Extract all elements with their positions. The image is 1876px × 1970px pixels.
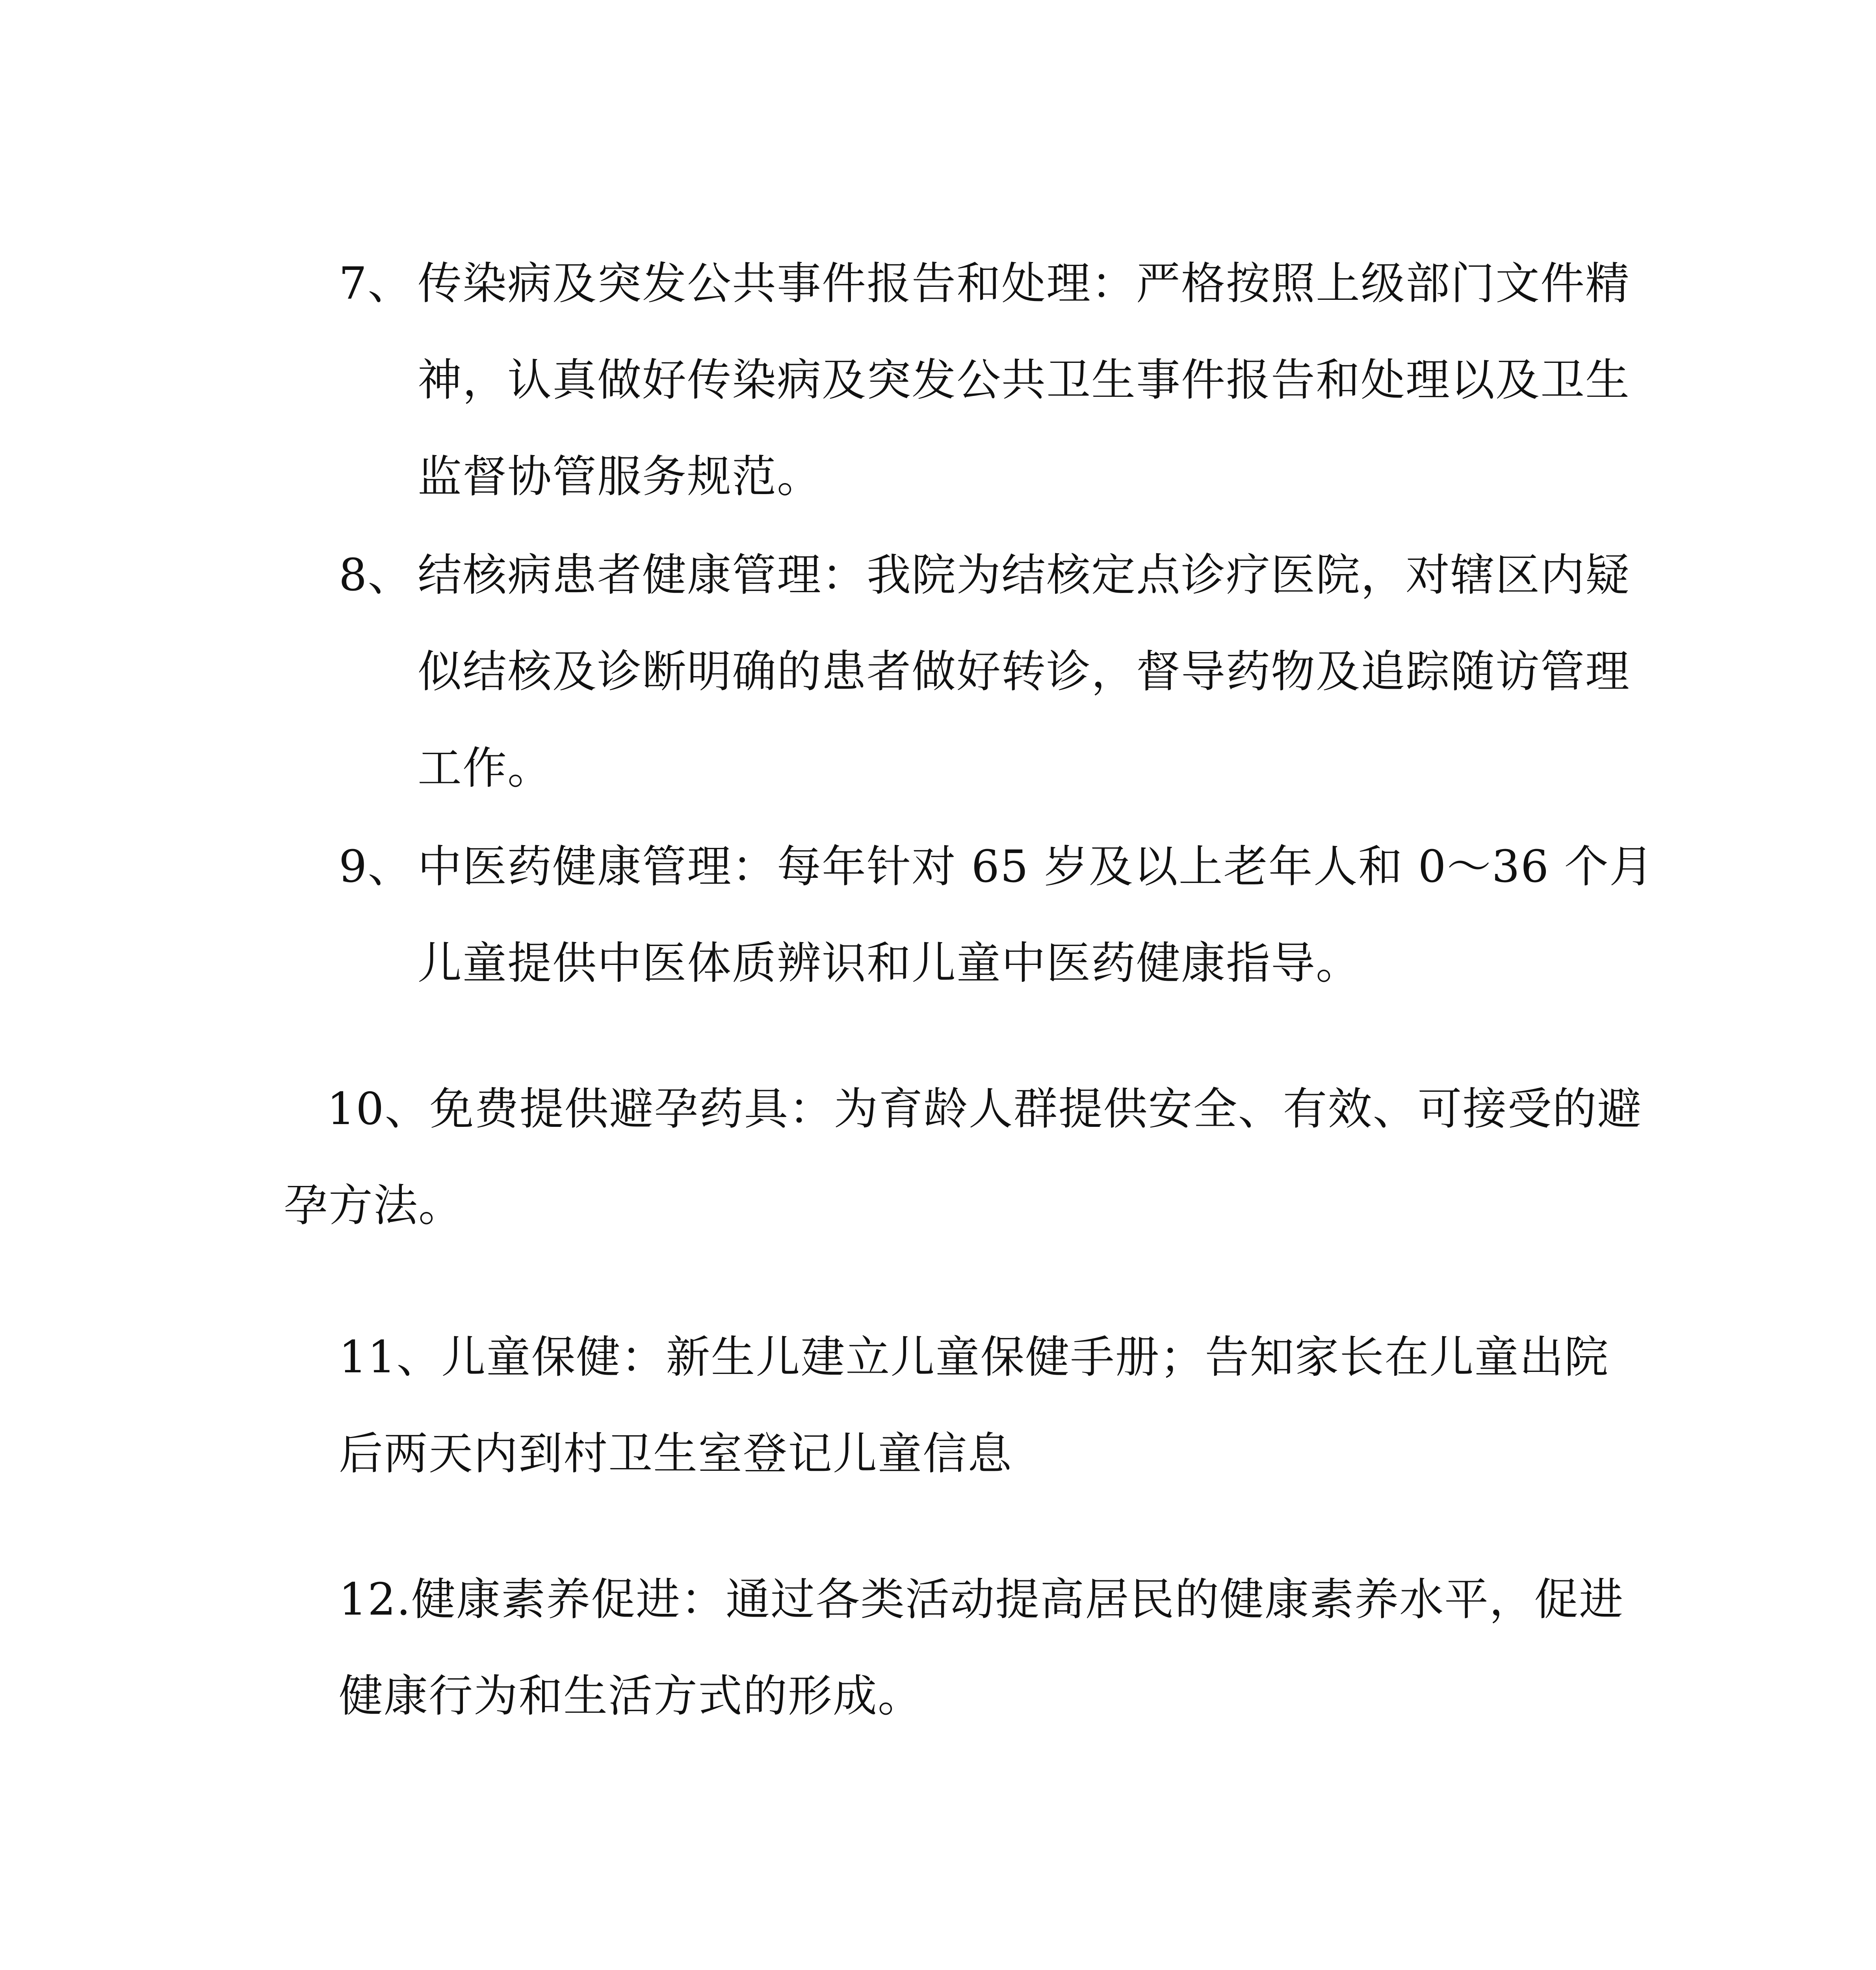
item-9-number: 9、 [339,841,413,892]
item-8-line-2: 似结核及诊断明确的患者做好转诊，督导药物及追踪随访管理 [418,646,1630,697]
item-8-line-1: 结核病患者健康管理：我院为结核定点诊疗医院，对辖区内疑 [418,550,1630,601]
item-8-number: 8、 [339,550,413,601]
item-9-line-2: 儿童提供中医体质辨识和儿童中医药健康指导。 [418,938,1361,989]
item-10-line-1: 10、免费提供避孕药具：为育龄人群提供安全、有效、可接受的避 [327,1084,1642,1135]
item-7-line-2: 神，认真做好传染病及突发公共卫生事件报告和处理以及卫生 [418,355,1630,406]
item-12-line-1: 12.健康素养促进：通过各类活动提高居民的健康素养水平，促进 [339,1574,1624,1625]
item-7-number: 7、 [339,258,413,309]
item-8-line-3: 工作。 [418,743,552,794]
item-10-line-2: 孕方法。 [284,1180,463,1231]
item-9-line-1: 中医药健康管理：每年针对 65 岁及以上老年人和 0～36 个月 [418,841,1654,892]
item-11-line-1: 11、儿童保健：新生儿建立儿童保健手册；告知家长在儿童出院 [339,1332,1609,1383]
item-7-line-1: 传染病及突发公共事件报告和处理：严格按照上级部门文件精 [418,258,1630,309]
item-7-line-3: 监督协管服务规范。 [418,451,822,502]
item-11-line-2: 后两天内到村卫生室登记儿童信息 [339,1428,1012,1479]
item-12-line-2: 健康行为和生活方式的形成。 [339,1671,923,1722]
